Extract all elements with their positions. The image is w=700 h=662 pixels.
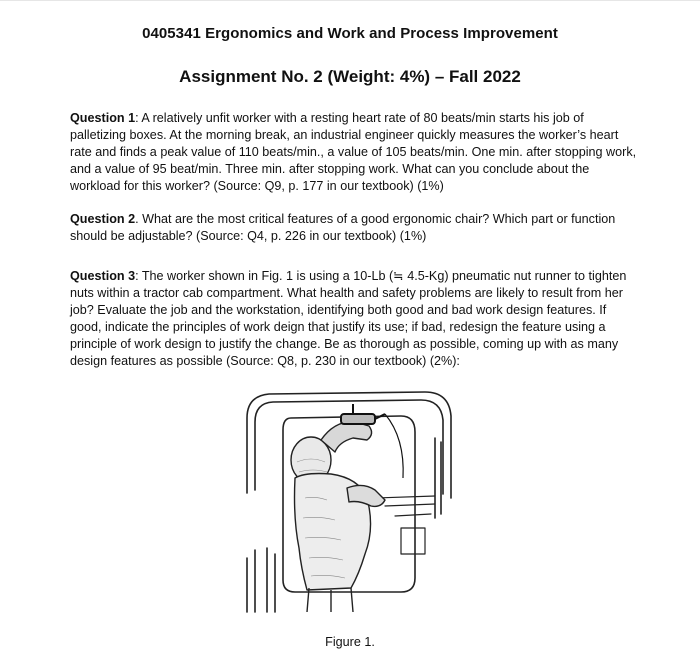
- question-1-separator: :: [135, 111, 142, 125]
- question-1: [70, 110, 640, 195]
- question-2: [70, 211, 640, 245]
- figure-1-illustration: [235, 378, 465, 618]
- cab-right-panel: [435, 438, 441, 518]
- figure-caption: Figure 1.: [325, 635, 375, 649]
- question-3-text: The worker shown in Fig. 1 is using a 10-Lb (≒ 4.5-Kg) pneumatic nut runner to tighten nuts within a tractor cab compartment. What health and safety problems are likely to result from her job? Evaluate the job and the workstation, identifying both good and bad work design features. If good, indicate the principles of work deign that justify its use; if bad, redesign the feature using a principle of work design to justify the change. Be as thorough as possible, coming up with as many design features as possible (Source: Q8, p. 230 in our textbook) (2%):: [70, 269, 627, 368]
- nut-runner-tool: [341, 404, 403, 478]
- cab-left-post: [247, 550, 255, 612]
- worker-illustration-icon: [235, 378, 465, 618]
- question-2-label: Question 2: [70, 212, 136, 226]
- question-2-separator: .: [135, 212, 143, 226]
- question-2-text: What are the most critical features of a good ergonomic chair? Which part or function should be adjustable? (Source: Q4, p. 226 in our textbook) (1%): [70, 212, 616, 243]
- question-3-separator: :: [135, 269, 142, 283]
- question-3: [70, 268, 640, 370]
- worker-figure: [291, 422, 385, 612]
- assignment-title: Assignment No. 2 (Weight: 4%) – Fall 2022: [179, 67, 521, 86]
- page-top-edge: [0, 0, 700, 1]
- course-title: 0405341 Ergonomics and Work and Process Improvement: [142, 25, 558, 42]
- question-1-text: A relatively unfit worker with a resting heart rate of 80 beats/min starts his job of palletizing boxes. At the morning break, an industrial engineer quickly measures the worker’s heart rate and finds a peak value of 110 beats/min., a value of 105 beats/min. One min. after stopping work, and a value of 95 beat/min. Three min. after stopping work. What can you conclude about the workload for this worker? (Source: Q9, p. 177 in our textbook) (1%): [70, 111, 637, 193]
- question-3-label: Question 3: [70, 269, 136, 283]
- cab-left-post-inner: [267, 548, 275, 612]
- question-1-label: Question 1: [70, 111, 136, 125]
- cab-interior-box: [401, 528, 425, 554]
